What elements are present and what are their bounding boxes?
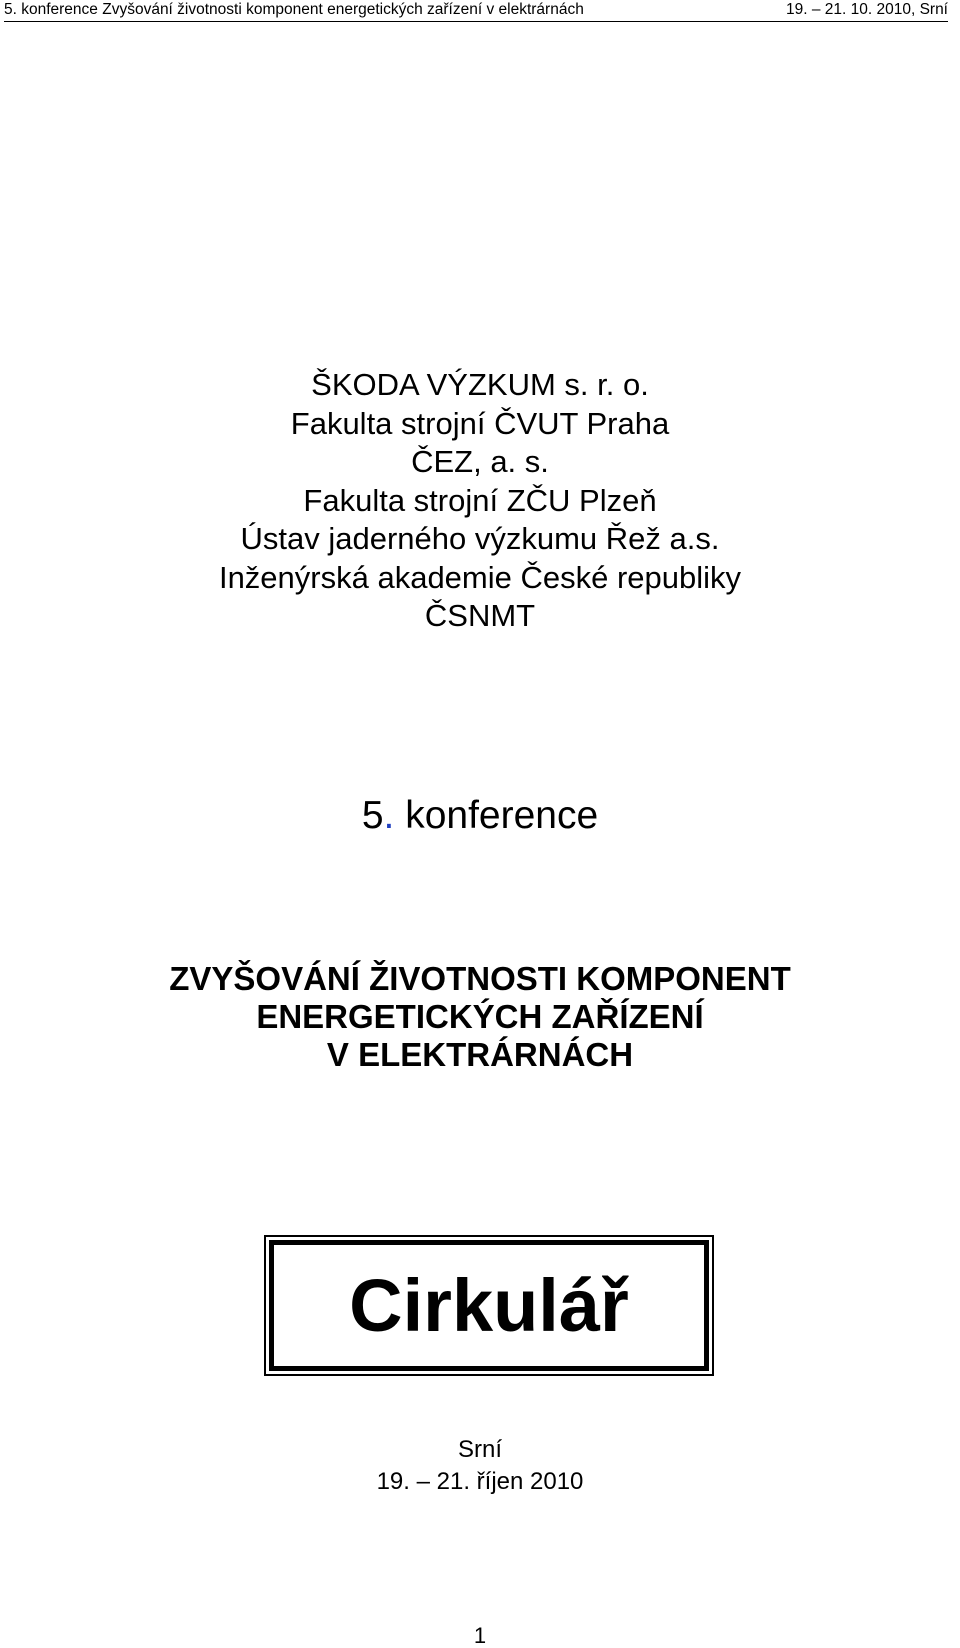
organizer-cez: ČEZ, a. s. <box>411 444 549 479</box>
conference-label: konference <box>394 794 599 837</box>
header-divider <box>4 21 948 22</box>
organizer-fs-cvut: Fakulta strojní ČVUT Praha <box>290 405 670 441</box>
conference-number-heading <box>0 794 960 838</box>
header-conference-title: 5. konference Zvyšování životnosti komponent energetických zařízení v elektrárnách <box>4 1 584 18</box>
conference-title <box>0 960 960 1074</box>
organizer-ujv-rez: Ústav jaderného výzkumu Řež a.s. <box>240 521 720 556</box>
circular-label: Cirkulář <box>269 1240 709 1371</box>
running-header <box>4 0 948 24</box>
header-date-place: 19. – 21. 10. 2010, Srní <box>785 1 948 18</box>
venue-place: Srní <box>457 1436 502 1463</box>
conference-title-line-1: ZVYŠOVÁNÍ ŽIVOTNOSTI KOMPONENT <box>169 960 791 997</box>
organizer-skoda-vyzkum: ŠKODA VÝZKUM s. r. o. <box>311 367 649 402</box>
organizer-csnmt: ČSNMT <box>424 598 536 633</box>
organizer-engineering-academy: Inženýrská akademie České republiky <box>218 559 742 595</box>
conference-number-dot: . <box>383 794 395 837</box>
page-number: 1 <box>473 1623 487 1648</box>
venue-block <box>0 1434 960 1498</box>
organizer-fs-zcu: Fakulta strojní ZČU Plzeň <box>303 482 657 518</box>
venue-date: 19. – 21. říjen 2010 <box>376 1468 584 1495</box>
organizers-list <box>0 366 960 636</box>
conference-title-line-3: V ELEKTRÁRNÁCH <box>326 1036 634 1073</box>
conference-title-line-2: ENERGETICKÝCH ZAŘÍZENÍ <box>256 998 704 1035</box>
conference-number: 5 <box>361 794 384 837</box>
circular-frame <box>264 1235 714 1376</box>
